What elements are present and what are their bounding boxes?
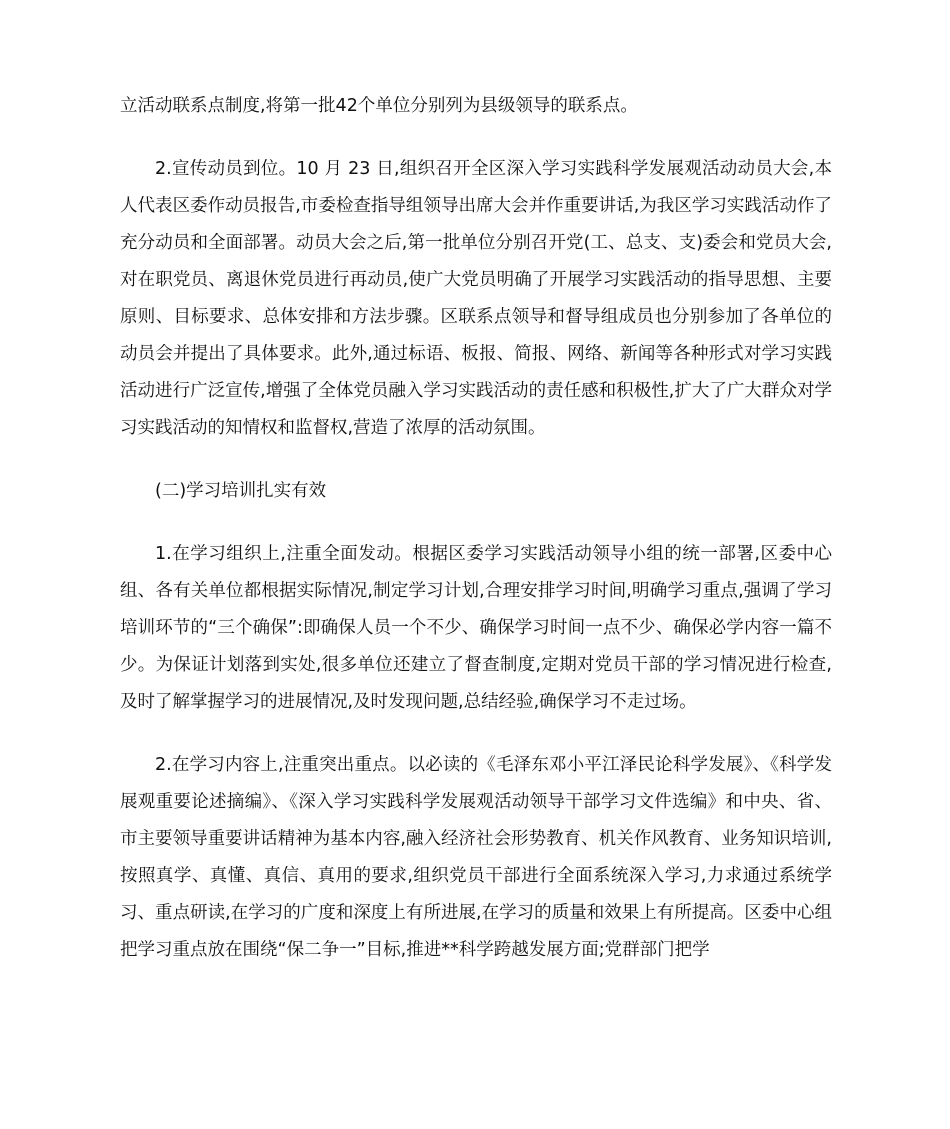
section-heading-study-training: (二)学习培训扎实有效: [155, 481, 327, 501]
paragraph-study-content: 2.在学习内容上,注重突出重点。以必读的《毛泽东邓小平江泽民论科学发展》、《科学发展观重要论述摘编》、《深入学习实践科学发展观活动领导干部学习文件选编》和中央、省、市主要领导重要讲话精神为基本内容,融入经济社会形势教育、机关作风教育、业务知识培训,按照真学、真懂、真信、真用的要求,组织党员干部进行全面系统深入学习,力求通过系统学习、重点研读,在学习的广度和深度上有所进展,在学习的质量和效果上有所提高。区委中心组把学习重点放在围绕“保二争一”目标,推进**科学跨越发展方面;党群部门把学: [120, 755, 832, 960]
paragraph-study-organization: 1.在学习组织上,注重全面发动。根据区委学习实践活动领导小组的统一部署,区委中心组、各有关单位都根据实际情况,制定学习计划,合理安排学习时间,明确学习重点,强调了学习培训环节的“三个确保”:即确保人员一个不少、确保学习时间一点不少、确保必学内容一篇不少。为保证计划落到实处,很多单位还建立了督查制度,定期对党员干部的学习情况进行检查,及时了解掌握学习的进展情况,及时发现问题,总结经验,确保学习不走过场。: [120, 544, 832, 712]
document-page: [120, 88, 832, 969]
paragraph-mobilization: 2.宣传动员到位。10 月 23 日,组织召开全区深入学习实践科学发展观活动动员大会,本人代表区委作动员报告,市委检查指导组领导出席大会并作重要讲话,为我区学习实践活动作了充分动员和全面部署。动员大会之后,第一批单位分别召开党(工、总支、支)委会和党员大会,对在职党员、离退休党员进行再动员,使广大党员明确了开展学习实践活动的指导思想、主要原则、目标要求、总体安排和方法步骤。区联系点领导和督导组成员也分别参加了各单位的动员会并提出了具体要求。此外,通过标语、板报、简报、网络、新闻等各种形式对学习实践活动进行广泛宣传,增强了全体党员融入学习实践活动的责任感和积极性,扩大了广大群众对学习实践活动的知情权和监督权,营造了浓厚的活动氛围。: [120, 159, 832, 438]
paragraph-contact-points: 立活动联系点制度,将第一批42个单位分别列为县级领导的联系点。: [120, 96, 638, 116]
